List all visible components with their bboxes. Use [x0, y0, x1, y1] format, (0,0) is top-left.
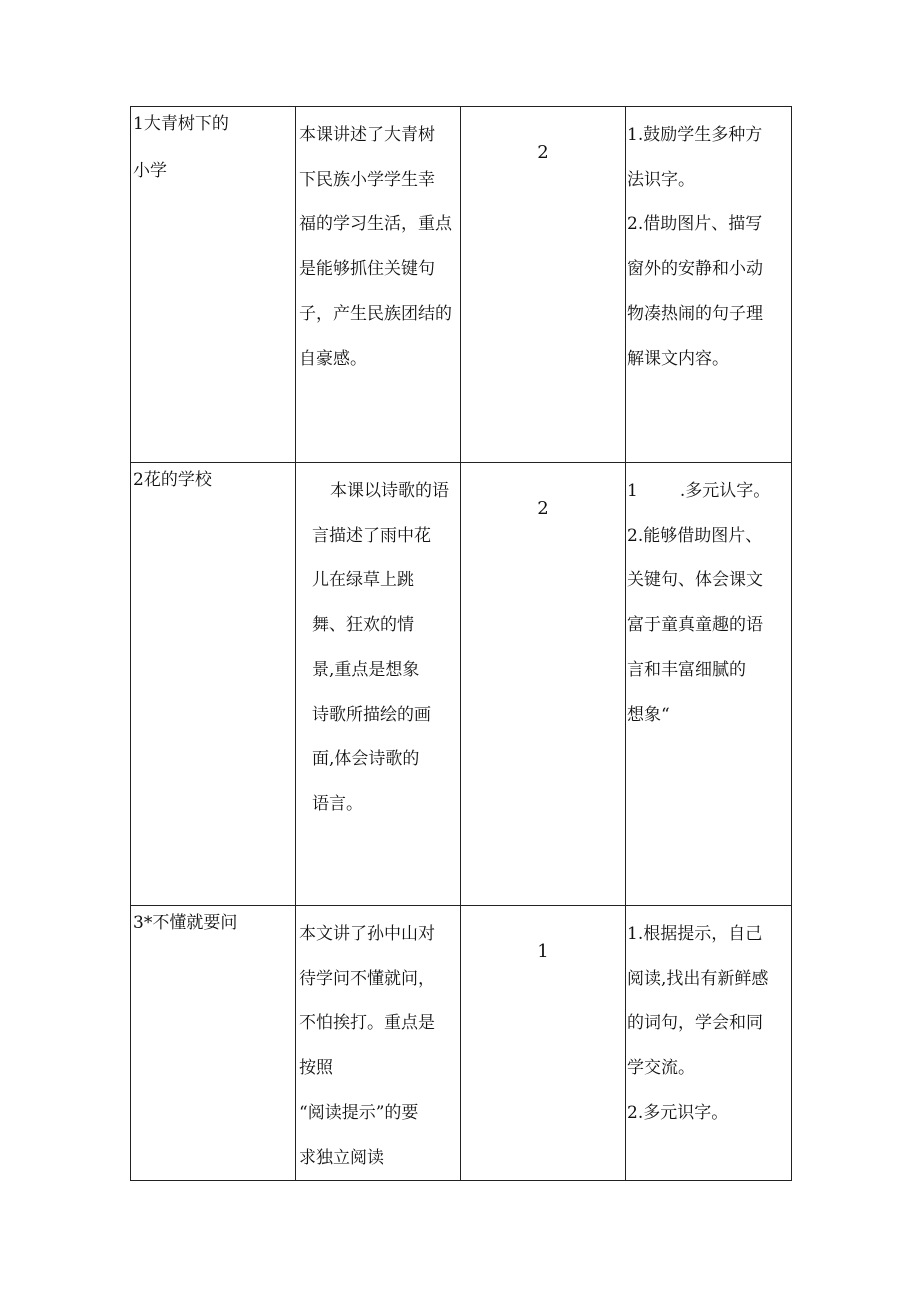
lesson-summary-cell — [296, 906, 461, 1181]
lesson-title-cell — [131, 463, 296, 906]
summary-line: 面,体会诗歌的 — [312, 749, 420, 770]
lesson-table — [130, 106, 792, 1181]
goal-line: 法识字。 — [627, 169, 695, 190]
goal-line: 想象“ — [627, 704, 670, 725]
goal-line: 解课文内容。 — [627, 348, 729, 369]
lesson-hours-cell — [461, 906, 626, 1181]
summary-line: 语言。 — [312, 793, 363, 814]
table-row — [131, 107, 792, 463]
goal-number: 1 — [627, 481, 638, 501]
lesson-title-cell — [131, 107, 296, 463]
summary-line: 是能够抓住关键句 — [299, 259, 435, 280]
summary-line: 下民族小学学生幸 — [299, 169, 435, 190]
goal-line: 窗外的安静和小动 — [627, 259, 763, 280]
lesson-title-cell — [131, 906, 296, 1181]
lesson-goals-cell — [626, 906, 792, 1181]
summary-line: 本课讲述了大青树 — [299, 125, 435, 145]
lesson-summary-cell — [296, 463, 461, 906]
summary-line: 不怕挨打。重点是 — [299, 1013, 435, 1034]
goal-line: 富于童真童趣的语 — [627, 615, 763, 636]
lesson-hours: 1 — [537, 941, 549, 962]
lesson-title-line: 2花的学校 — [133, 470, 212, 490]
goal-line: 关键句、体会课文 — [627, 570, 763, 591]
goal-line: 学交流。 — [627, 1058, 695, 1079]
goal-line: 1.鼓励学生多种方 — [627, 125, 763, 145]
lesson-title-line: 1大青树下的 — [133, 114, 229, 134]
summary-line: 言描述了雨中花 — [312, 525, 431, 546]
lesson-goals-cell — [626, 463, 792, 906]
lesson-hours: 2 — [537, 142, 549, 163]
summary-line: 本课以诗歌的语 — [330, 481, 449, 501]
summary-line: 求独立阅读 — [299, 1147, 384, 1168]
lesson-title-line: 3*不懂就要问 — [133, 913, 238, 933]
summary-line: 自豪感。 — [299, 348, 367, 369]
summary-line: 按照 — [299, 1058, 333, 1079]
goal-line: 1.根据提示，自己 — [627, 924, 763, 944]
goal-line: 阅读,找出有新鲜感 — [627, 968, 769, 989]
lesson-hours: 2 — [537, 498, 549, 519]
summary-line: 子，产生民族团结的 — [299, 303, 452, 324]
lesson-goals-cell — [626, 107, 792, 463]
summary-line: 舞、狂欢的情 — [312, 615, 414, 636]
goal-line: 言和丰富细腻的 — [627, 659, 746, 680]
table-row — [131, 463, 792, 906]
goal-line: 的词句，学会和同 — [627, 1013, 763, 1034]
lesson-summary-cell — [296, 107, 461, 463]
lesson-title-line: 小学 — [133, 161, 167, 181]
summary-line: 儿在绿草上跳 — [312, 570, 414, 591]
goal-line: 物凑热闹的句子理 — [627, 303, 763, 324]
goal-text: .多元认字。 — [679, 481, 771, 501]
goal-line: 2.借助图片、描写 — [627, 214, 763, 235]
goal-line: 2.多元识字。 — [627, 1102, 729, 1123]
lesson-hours-cell — [461, 463, 626, 906]
goal-line — [627, 469, 787, 514]
summary-line: 待学问不懂就问， — [299, 968, 435, 989]
summary-line: 诗歌所描绘的画 — [312, 704, 431, 725]
summary-line: 福的学习生活，重点 — [299, 214, 452, 235]
lesson-hours-cell — [461, 107, 626, 463]
table-row — [131, 906, 792, 1181]
goal-line: 2.能够借助图片、 — [627, 525, 763, 546]
summary-line: 景,重点是想象 — [312, 659, 420, 680]
summary-line: 本文讲了孙中山对 — [299, 924, 435, 944]
summary-line: “阅读提示”的要 — [299, 1102, 419, 1123]
